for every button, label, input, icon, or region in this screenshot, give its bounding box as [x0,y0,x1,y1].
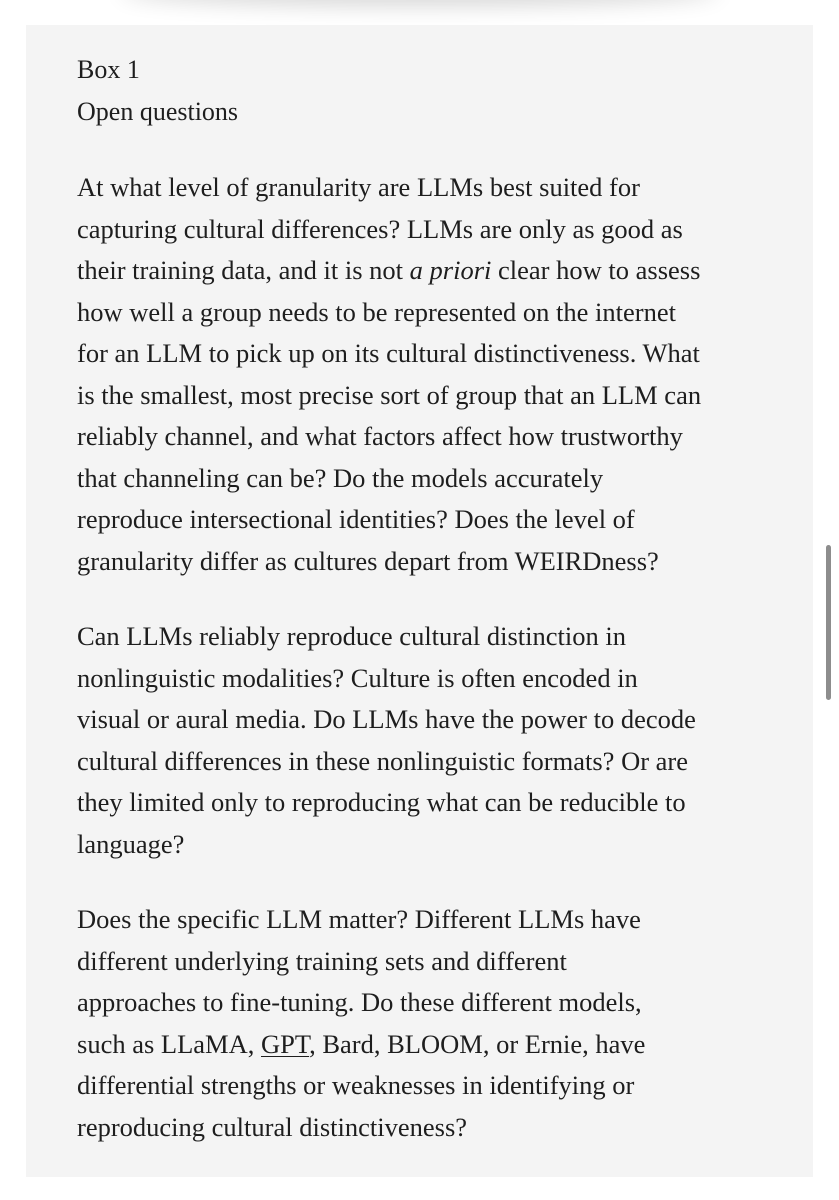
box-title: Open questions [77,97,239,126]
text-line: clear how to assess [491,255,701,285]
text-line: capturing cultural differences? LLMs are only as good as [77,213,683,244]
text-line: reproduce intersectional identities? Does the level of [77,504,635,534]
text-line: language? [77,828,185,859]
paragraph-modalities [77,616,777,865]
text-line: granularity differ as cultures depart from WEIRDness? [77,545,659,576]
text-line: for an LLM to pick up on its cultural distinctiveness. What [77,338,700,368]
text-line: their training data, and it is not [77,255,410,285]
text-line: different underlying training sets and different [77,945,567,976]
text-line: cultural differences in these nonlinguistic formats? Or are [77,745,689,776]
info-box-content [77,49,777,1148]
paragraph-specific-llm [77,899,777,1148]
scrollbar-thumb[interactable] [826,545,831,700]
emphasis-a-priori: a priori [409,255,492,285]
text-line: reliably channel, and what factors affect how trustworthy [77,421,683,451]
text-line: reproducing cultural distinctiveness? [77,1111,468,1142]
text-line: nonlinguistic modalities? Culture is often encoded in [77,662,638,693]
info-box [26,25,813,1177]
paragraph-granularity [77,167,777,582]
text-line: is the smallest, most precise sort of group that an LLM can [77,379,702,410]
text-line: Does the specific LLM matter? Different LLMs have [77,904,641,934]
text-line: Can LLMs reliably reproduce cultural distinction in [77,621,626,651]
text-line: that channeling can be? Do the models accurately [77,462,604,493]
text-line: differential strengths or weaknesses in identifying or [77,1070,635,1100]
box-label: Box 1 [77,55,140,84]
text-line: At what level of granularity are LLMs best suited for [77,172,640,202]
text-line: , Bard, BLOOM, or Ernie, have [309,1028,646,1059]
text-line: how well a group needs to be represented on the internet [77,296,676,327]
text-line: approaches to fine-tuning. Do these different models, [77,987,642,1017]
text-line: visual or aural media. Do LLMs have the power to decode [77,704,696,734]
gpt-link[interactable]: GPT [261,1028,310,1059]
text-line: such as LLaMA, [77,1028,261,1059]
text-line: they limited only to reproducing what can be reducible to [77,787,686,817]
